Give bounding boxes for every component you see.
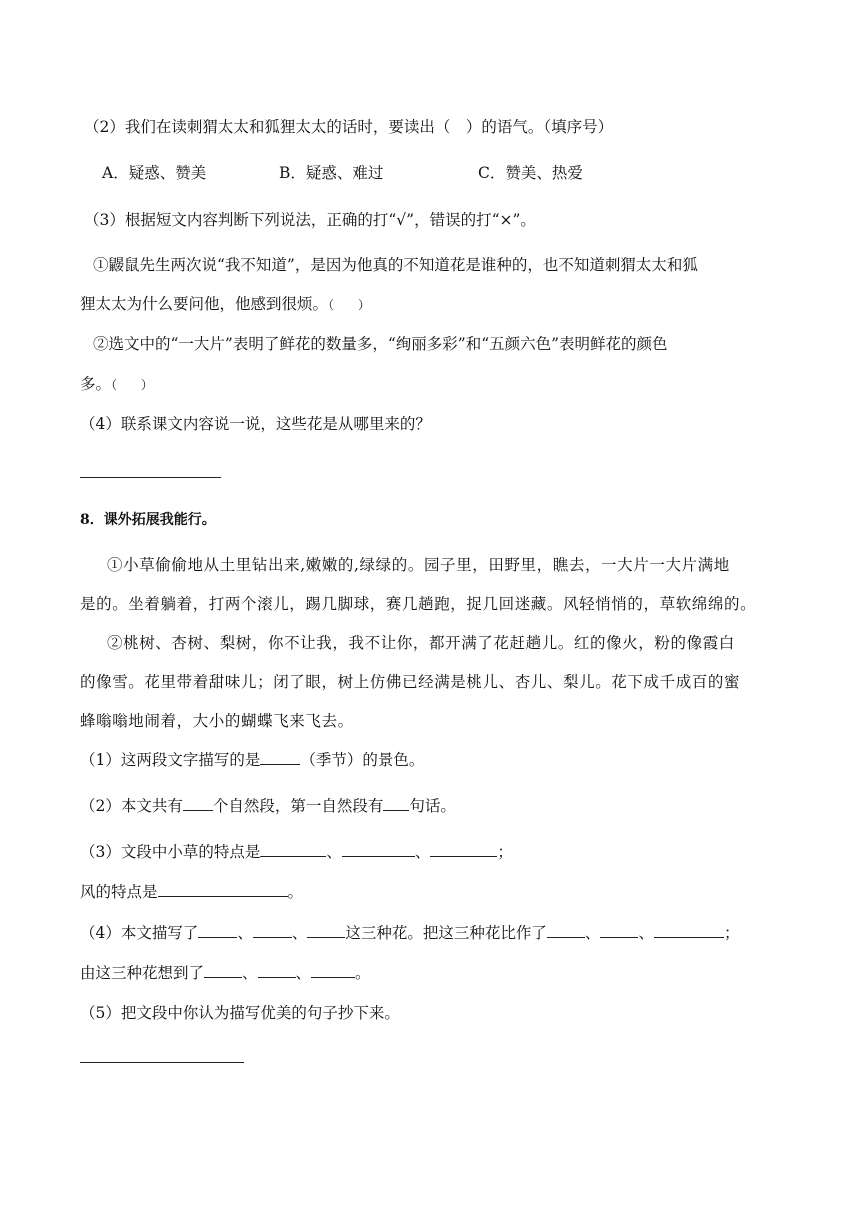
question-3-text: （3）根据短文内容判断下列说法，正确的打“√”，错误的打“×”。 xyxy=(84,211,536,229)
blank-sentence-count[interactable] xyxy=(383,796,409,811)
sub-question-1 xyxy=(80,750,424,770)
sub-question-4-cont xyxy=(80,963,371,983)
blank-flower-2[interactable] xyxy=(253,923,292,938)
sub-question-2-middle: 个自然段，第一自然段有 xyxy=(212,797,384,815)
separator: ； xyxy=(723,924,740,942)
passage-p2-line-1: ②桃树、杏树、梨树，你不让我，我不让你，都开满了花赶趟儿。红的像火，粉的像霞白 xyxy=(107,634,735,652)
separator: 、 xyxy=(237,924,253,942)
separator: 、 xyxy=(291,924,308,942)
period: 。 xyxy=(355,964,371,982)
sub-question-4-cont-prefix: 由这三种花想到了 xyxy=(80,964,205,982)
answer-line-q4[interactable] xyxy=(80,477,221,478)
separator: 、 xyxy=(584,924,601,942)
sub-question-4 xyxy=(80,923,739,943)
sub-question-3 xyxy=(80,842,513,862)
wind-trait-line xyxy=(80,882,303,902)
sub-question-2 xyxy=(80,796,456,816)
blank-grass-trait-3[interactable] xyxy=(430,842,497,857)
period: 。 xyxy=(287,883,304,901)
sub-question-2-suffix: 句话。 xyxy=(409,797,456,815)
option-b: B．疑惑、难过 xyxy=(279,164,384,182)
wind-trait-prefix: 风的特点是 xyxy=(80,883,158,901)
judgement-2-text: 多。 xyxy=(80,375,112,393)
separator: 、 xyxy=(295,964,312,982)
blank-grass-trait-1[interactable] xyxy=(260,842,326,857)
separator: 、 xyxy=(414,843,431,861)
separator: 、 xyxy=(242,964,258,982)
section-8-title: 8．课外拓展我能行。 xyxy=(80,512,216,528)
question-4-text: （4）联系课文内容说一说，这些花是从哪里来的？ xyxy=(80,415,431,433)
passage-p1-line-2: 是的。坐着躺着，打两个滚儿，踢几脚球，赛几趟跑，捉几回迷藏。风轻悄悄的，草软绵绵的。 xyxy=(80,595,757,613)
judgement-1-line-1: ①鼹鼠先生两次说“我不知道”，是因为他真的不知道花是谁种的，也不知道刺猬太太和狐 xyxy=(93,256,698,274)
judgement-1-answer-paren[interactable]: （ ） xyxy=(328,298,371,312)
blank-flower-3[interactable] xyxy=(307,923,345,938)
judgement-1-line-2 xyxy=(80,294,370,315)
answer-line-q5[interactable] xyxy=(80,1062,244,1063)
question-2-text: （2）我们在读刺猬太太和狐狸太太的话时，要读出（ ）的语气。（填序号） xyxy=(84,118,614,136)
sub-question-4-middle: 这三种花。把这三种花比作了 xyxy=(345,924,547,942)
blank-thought-1[interactable] xyxy=(204,963,242,978)
sub-question-5: （5）把文段中你认为描写优美的句子抄下来。 xyxy=(80,1004,400,1022)
judgement-1-text: 狸太太为什么要问他，他感到很烦。 xyxy=(80,295,329,313)
separator: ； xyxy=(497,843,513,861)
blank-metaphor-3[interactable] xyxy=(654,923,724,938)
blank-thought-2[interactable] xyxy=(258,963,296,978)
blank-flower-1[interactable] xyxy=(198,923,237,938)
blank-paragraph-count[interactable] xyxy=(183,796,213,811)
blank-season[interactable] xyxy=(260,750,300,765)
sub-question-1-suffix: （季节）的景色。 xyxy=(300,751,425,769)
judgement-2-line-2 xyxy=(80,374,153,395)
blank-metaphor-2[interactable] xyxy=(600,923,638,938)
passage-p2-line-3: 蜂嗡嗡地闹着，大小的蝴蝶飞来飞去。 xyxy=(80,712,354,730)
judgement-2-line-1: ②选文中的“一大片”表明了鲜花的数量多，“绚丽多彩”和“五颜六色”表明鲜花的颜色 xyxy=(93,335,668,353)
sub-question-2-prefix: （2）本文共有 xyxy=(80,797,183,815)
passage-p1-line-1: ①小草偷偷地从土里钻出来,嫩嫩的,绿绿的。园子里，田野里，瞧去，一大片一大片满地 xyxy=(107,556,730,574)
blank-grass-trait-2[interactable] xyxy=(342,842,415,857)
blank-metaphor-1[interactable] xyxy=(547,923,585,938)
separator: 、 xyxy=(326,843,342,861)
blank-thought-3[interactable] xyxy=(311,963,355,978)
option-c: C．赞美、热爱 xyxy=(478,164,583,182)
judgement-2-answer-paren[interactable]: （ ） xyxy=(111,378,154,392)
sub-question-3-prefix: （3）文段中小草的特点是 xyxy=(80,843,261,861)
separator: 、 xyxy=(638,924,654,942)
sub-question-1-prefix: （1）这两段文字描写的是 xyxy=(80,751,261,769)
sub-question-4-prefix: （4）本文描写了 xyxy=(80,924,199,942)
blank-wind-trait[interactable] xyxy=(158,882,288,897)
option-a: A．疑惑、赞美 xyxy=(102,164,207,182)
passage-p2-line-2: 的像雪。花里带着甜味儿；闭了眼，树上仿佛已经满是桃儿、杏儿、梨儿。花下成千成百的蜜 xyxy=(80,673,741,691)
